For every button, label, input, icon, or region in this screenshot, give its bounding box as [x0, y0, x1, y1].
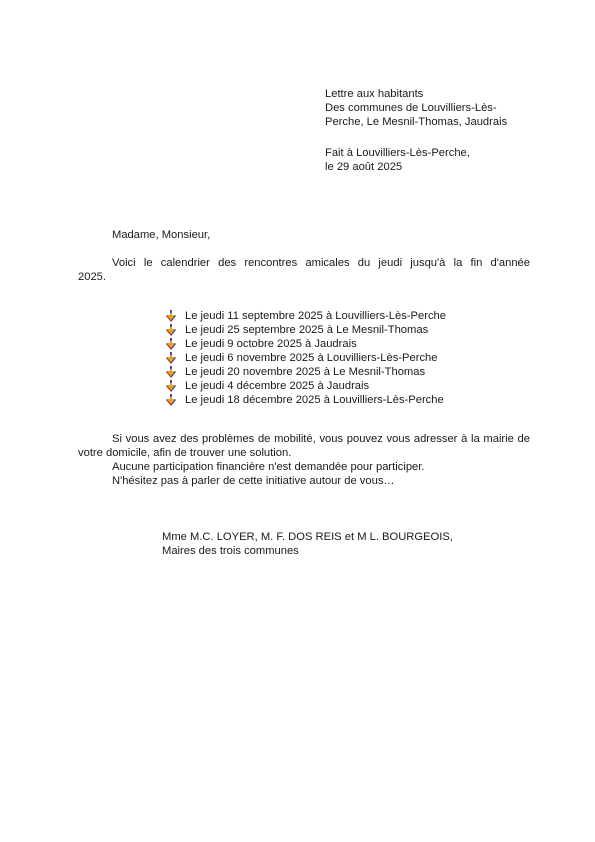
arrow-bullet-icon	[165, 310, 177, 322]
info-paragraphs	[78, 432, 530, 488]
recipient-line: Perche, Le Mesnil-Thomas, Jaudrais	[325, 116, 508, 128]
meeting-dates-list	[165, 309, 446, 407]
share-line: N'hésitez pas à parler de cette initiative autour de vous…	[112, 475, 395, 487]
arrow-bullet-icon	[165, 338, 177, 350]
arrow-bullet-icon	[165, 324, 177, 336]
meeting-date-text: Le jeudi 4 décembre 2025 à Jaudrais	[185, 380, 370, 392]
signatories: Mme M.C. LOYER, M. F. DOS REIS et M L. BOURGEOIS,	[162, 531, 453, 543]
list-item	[165, 337, 446, 351]
date-line: le 29 août 2025	[325, 161, 403, 173]
intro-line: 2025.	[78, 271, 106, 283]
no-fee-line: Aucune participation financière n'est demandée pour participer.	[112, 461, 425, 473]
list-item	[165, 323, 446, 337]
meeting-date-text: Le jeudi 9 octobre 2025 à Jaudrais	[185, 338, 357, 350]
list-item	[165, 393, 446, 407]
recipient-line: Des communes de Louvilliers-Lès-	[325, 102, 497, 114]
recipient-block	[325, 87, 535, 129]
mobility-paragraph: Si vous avez des problèmes de mobilité, vous pouvez vous adresser à la mairie de votre domicile, afin de trouver une solution.	[78, 433, 530, 459]
signatories-title: Maires des trois communes	[162, 545, 299, 557]
signature-block	[162, 530, 453, 558]
arrow-bullet-icon	[165, 352, 177, 364]
place-line: Fait à Louvilliers-Lès-Perche,	[325, 147, 470, 159]
meeting-date-text: Le jeudi 6 novembre 2025 à Louvilliers-Lès-Perche	[185, 352, 438, 364]
list-item	[165, 365, 446, 379]
arrow-bullet-icon	[165, 366, 177, 378]
arrow-bullet-icon	[165, 394, 177, 406]
meeting-date-text: Le jeudi 25 septembre 2025 à Le Mesnil-Thomas	[185, 324, 429, 336]
recipient-line: Lettre aux habitants	[325, 88, 424, 100]
salutation: Madame, Monsieur,	[112, 229, 211, 241]
list-item	[165, 309, 446, 323]
intro-paragraph	[78, 256, 530, 284]
meeting-date-text: Le jeudi 18 décembre 2025 à Louvilliers-Lès-Perche	[185, 394, 444, 406]
meeting-date-text: Le jeudi 20 novembre 2025 à Le Mesnil-Thomas	[185, 366, 426, 378]
place-date-block	[325, 146, 470, 174]
list-item	[165, 379, 446, 393]
intro-line: Voici le calendrier des rencontres amicales du jeudi jusqu'à la fin d'année	[112, 257, 530, 269]
list-item	[165, 351, 446, 365]
meeting-date-text: Le jeudi 11 septembre 2025 à Louvilliers-Lès-Perche	[185, 310, 446, 322]
arrow-bullet-icon	[165, 380, 177, 392]
